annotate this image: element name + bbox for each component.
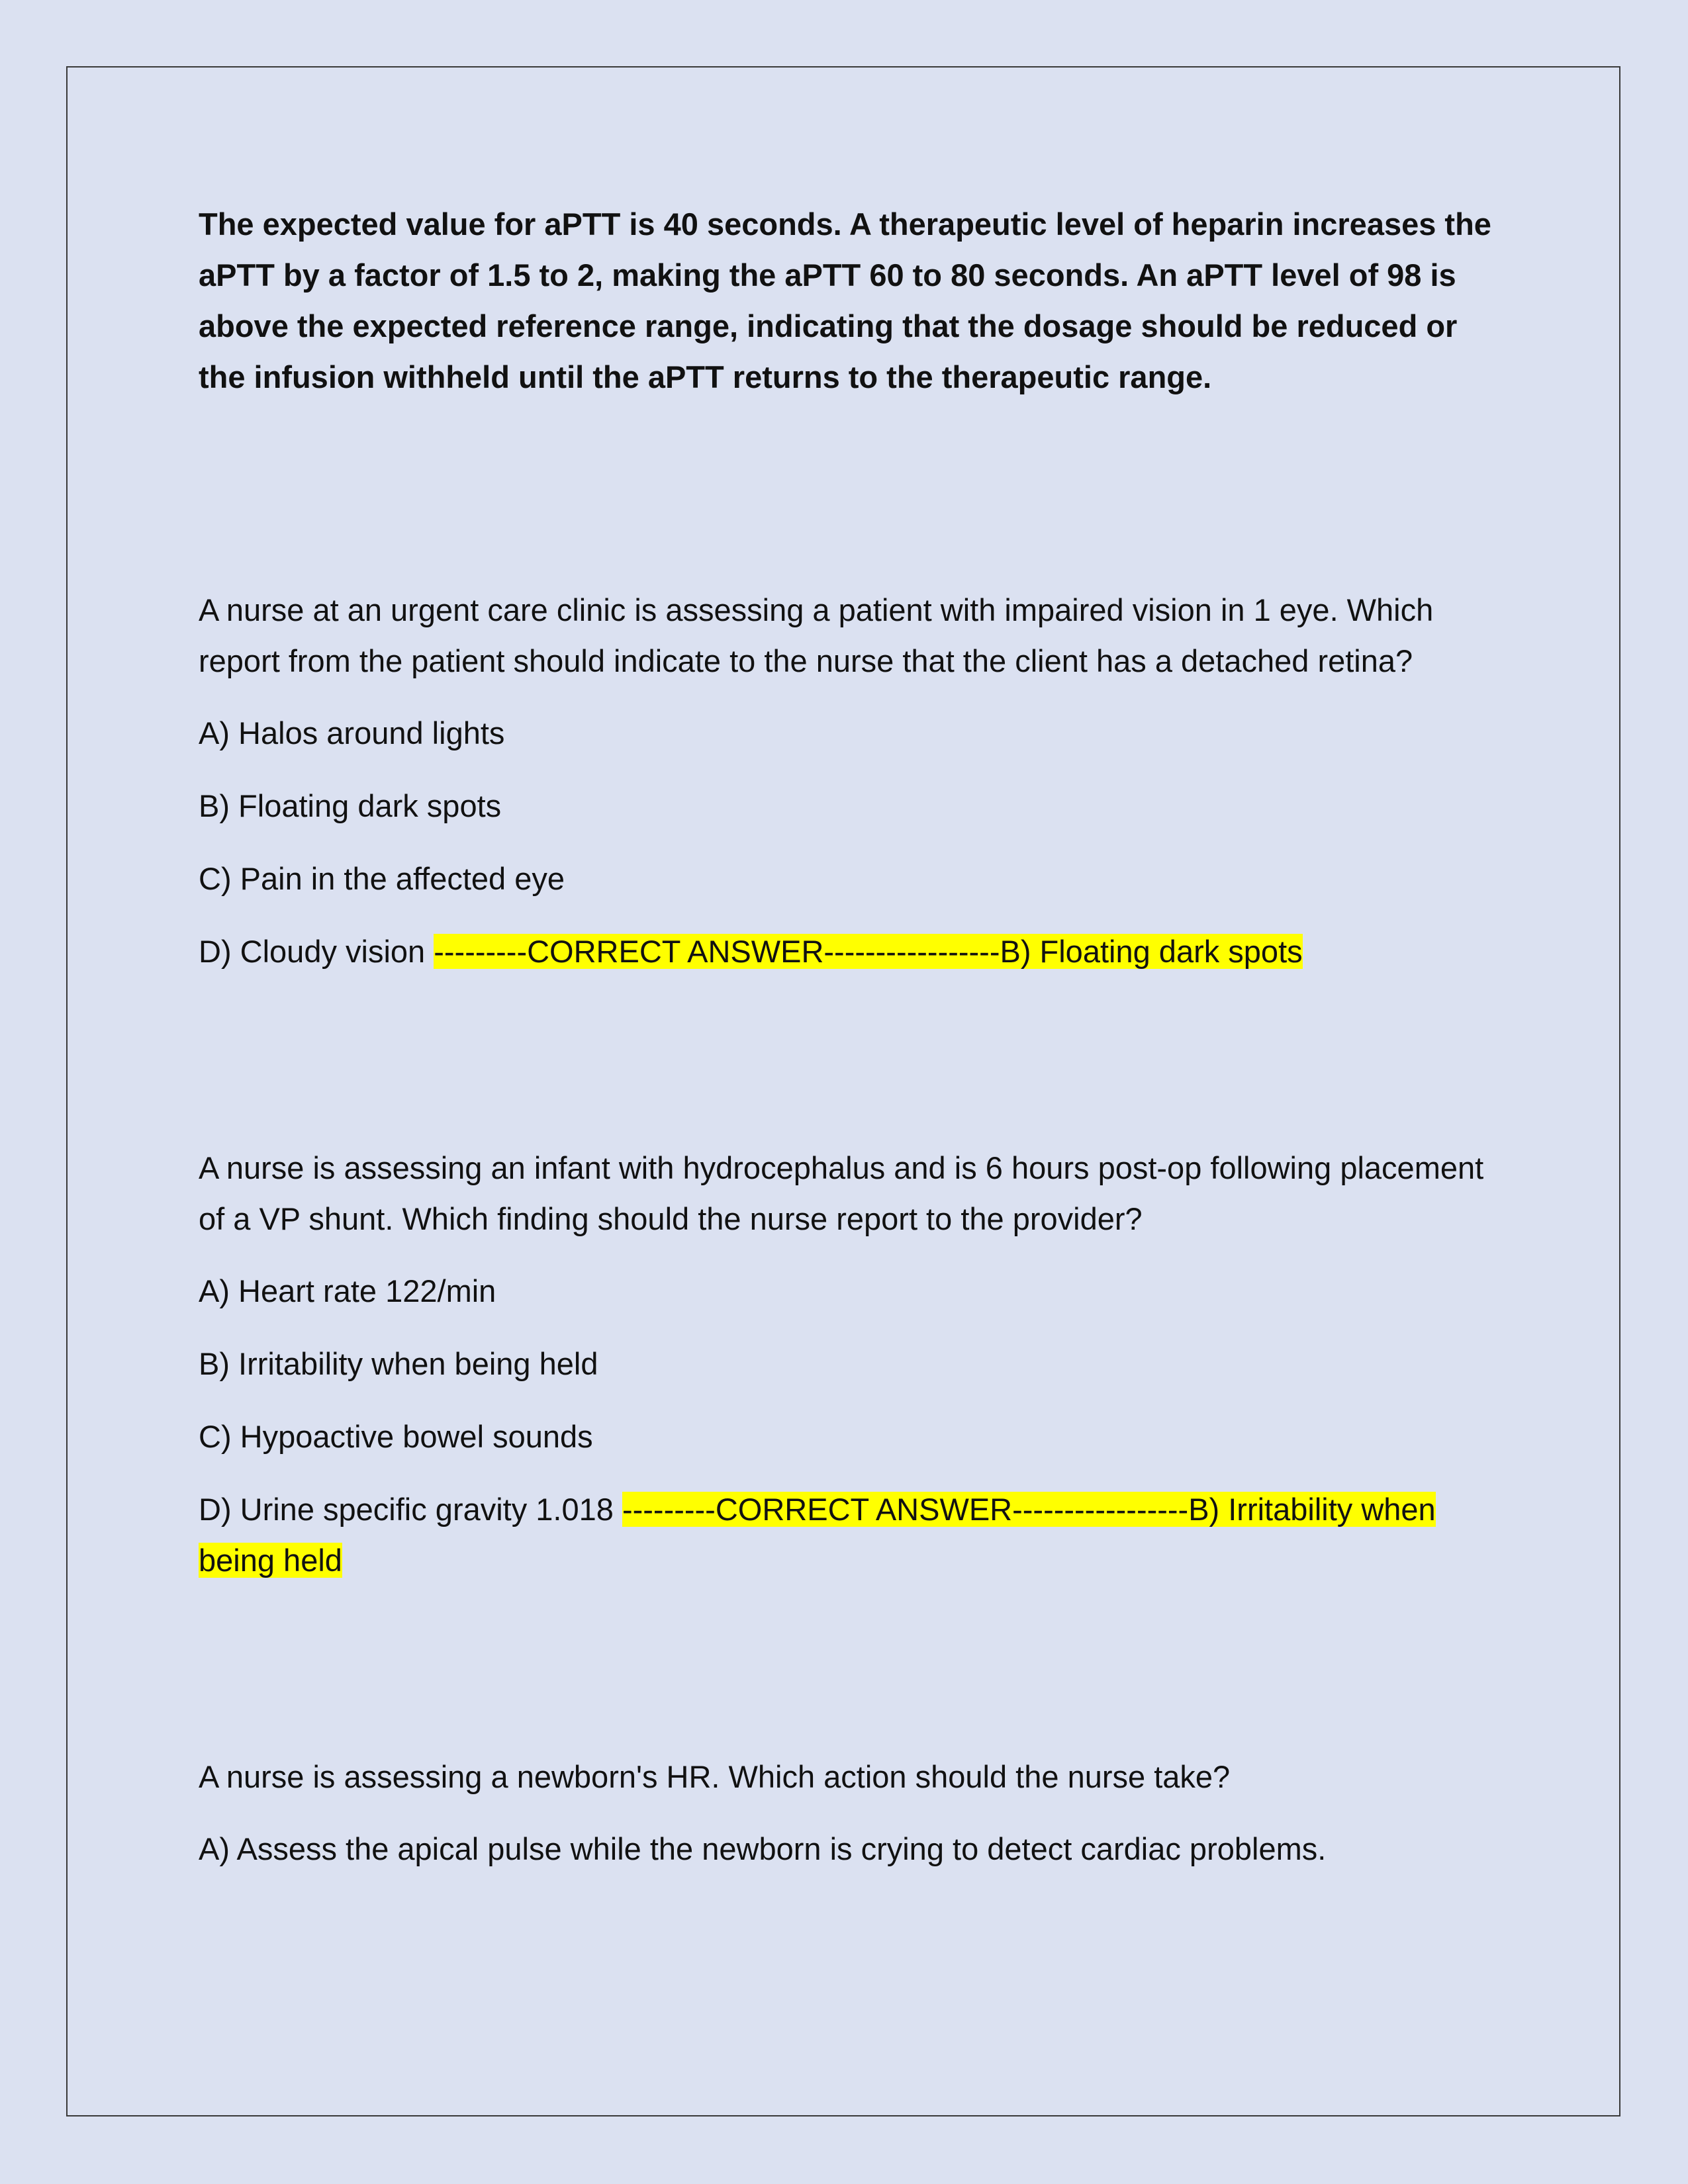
answer-option: A) Halos around lights — [199, 715, 505, 751]
answer-option: D) Cloudy vision — [199, 934, 426, 969]
answer-option-with-answer — [199, 926, 1496, 977]
question-block — [199, 1142, 1496, 1586]
correct-answer-highlight: ---------CORRECT ANSWER-----------------B) Irritability when being held — [199, 1492, 1436, 1578]
rationale-paragraph: The expected value for aPTT is 40 seconds. A therapeutic level of heparin increases the aPTT by a factor of 1.5 to 2, making the aPTT 60 to 80 seconds. An aPTT level of 98 is above the expected reference range, indicating that the dosage should be reduced or the infusion withheld until the aPTT returns to the therapeutic range. — [199, 206, 1491, 394]
correct-answer-highlight: ---------CORRECT ANSWER-----------------B) Floating dark spots — [434, 934, 1303, 969]
question-stem: A nurse at an urgent care clinic is assessing a patient with impaired vision in 1 eye. Which report from the patient should indicate to the nurse that the client has a detached retina? — [199, 592, 1434, 678]
answer-option: A) Assess the apical pulse while the newborn is crying to detect cardiac problems. — [199, 1831, 1327, 1866]
answer-option: C) Hypoactive bowel sounds — [199, 1419, 593, 1454]
answer-option: B) Floating dark spots — [199, 788, 502, 823]
document-content — [199, 199, 1496, 1874]
answer-option: B) Irritability when being held — [199, 1346, 598, 1381]
answer-option: D) Urine specific gravity 1.018 — [199, 1492, 614, 1527]
question-stem: A nurse is assessing a newborn's HR. Which action should the nurse take? — [199, 1759, 1231, 1794]
question-stem: A nurse is assessing an infant with hydrocephalus and is 6 hours post-op following placement of a VP shunt. Which finding should the nurse report to the provider? — [199, 1150, 1484, 1236]
question-block — [199, 584, 1496, 977]
answer-option-with-answer — [199, 1484, 1496, 1586]
answer-option: C) Pain in the affected eye — [199, 861, 565, 896]
answer-option: A) Heart rate 122/min — [199, 1273, 496, 1308]
question-block — [199, 1751, 1496, 1874]
